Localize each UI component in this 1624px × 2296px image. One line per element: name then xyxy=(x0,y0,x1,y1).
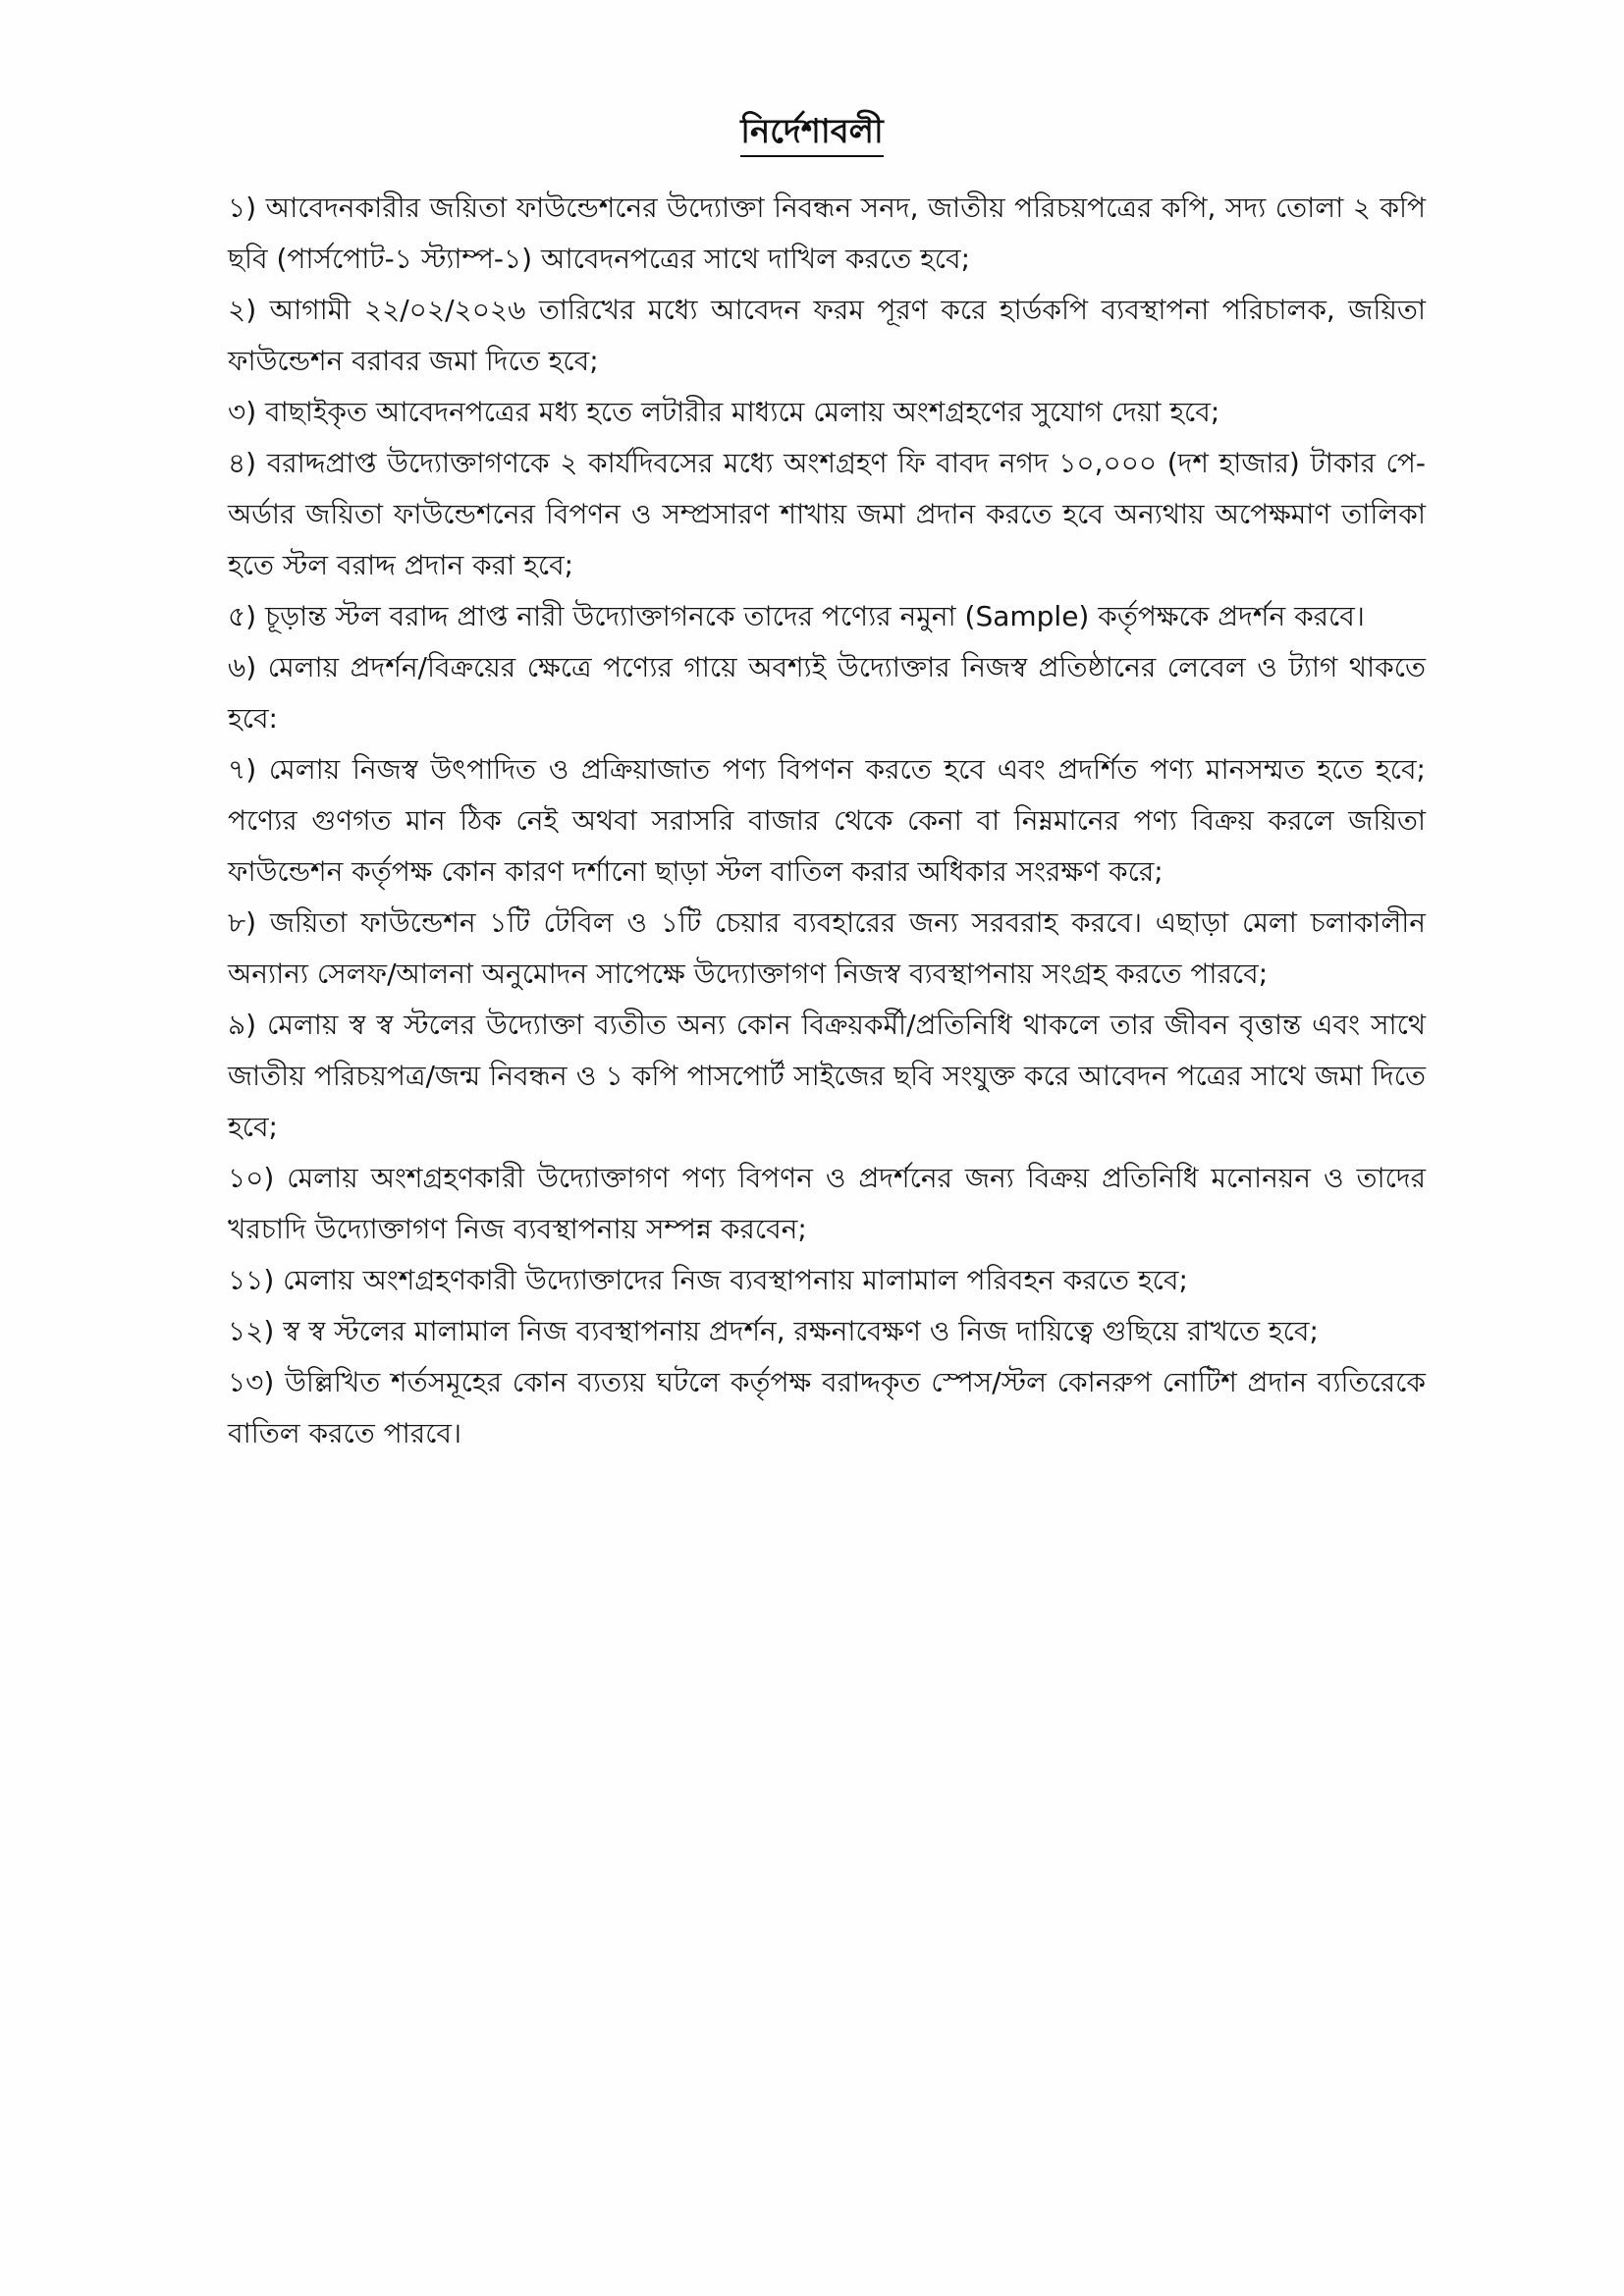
instruction-text: ৩) বাছাইকৃত আবেদনপত্রের মধ্য হতে লটারীর মাধ্যমে মেলায় অংশগ্রহণের সুযোগ দেয়া হবে; xyxy=(228,396,1220,428)
instruction-text: ১৩) উল্লিখিত শর্তসমূহের কোন ব্যত্যয় ঘটলে কর্তৃপক্ষ বরাদ্দকৃত স্পেস/স্টল কোনরুপ নোটিশ প্রদান ব্যতিরেকে বাতিল করতে পারবে। xyxy=(228,1366,1426,1449)
instruction-item-1 xyxy=(228,183,1426,285)
instruction-text: ৬) মেলায় প্রদর্শন/বিক্রয়ের ক্ষেত্রে পণ্যের গায়ে অবশ্যই উদ্যোক্তার নিজস্ব প্রতিষ্ঠানের লেবেল ও ট্যাগ থাকতে হবে: xyxy=(228,651,1426,735)
instruction-item-4 xyxy=(228,438,1426,591)
instruction-text: ১০) মেলায় অংশগ্রহণকারী উদ্যোক্তাগণ পণ্য বিপণন ও প্রদর্শনের জন্য বিক্রয় প্রতিনিধি মনোনয়ন ও তাদের খরচাদি উদ্যোক্তাগণ নিজ ব্যবস্থাপনায় সম্পন্ন করবেন; xyxy=(228,1162,1426,1245)
instruction-item-12 xyxy=(228,1306,1426,1357)
instruction-item-6 xyxy=(228,642,1426,744)
instruction-text: ২) আগামী ২২/০২/২০২৬ তারিখের মধ্যে আবেদন ফরম পূরণ করে হার্ডকপি ব্যবস্থাপনা পরিচালক, জয়িতা ফাউন্ডেশন বরাবর জমা দিতে হবে; xyxy=(228,294,1426,377)
instruction-item-10 xyxy=(228,1153,1426,1255)
instruction-text: ১) আবেদনকারীর জয়িতা ফাউন্ডেশনের উদ্যোক্তা নিবন্ধন সনদ, জাতীয় পরিচয়পত্রের কপি, সদ্য তোলা ২ কপি ছবি (পার্সপোট-১ স্ট্যাম্প-১) আবেদনপত্রের সাথে দাখিল করতে হবে; xyxy=(228,191,1426,275)
instruction-text: ৭) মেলায় নিজস্ব উৎপাদিত ও প্রক্রিয়াজাত পণ্য বিপণন করতে হবে এবং প্রদর্শিত পণ্য মানসম্মত হতে হবে; পণ্যের গুণগত মান ঠিক নেই অথবা সরাসরি বাজার থেকে কেনা বা নিম্নমানের পণ্য বিক্রয় করলে জয়িতা ফাউন্ডেশন কর্তৃপক্ষ কোন কারণ দর্শানো ছাড়া স্টল বাতিল করার অধিকার সংরক্ষণ করে; xyxy=(228,753,1426,888)
instruction-item-11 xyxy=(228,1255,1426,1306)
page-title-text: নির্দেশাবলী xyxy=(740,112,884,157)
instruction-item-9 xyxy=(228,1000,1426,1153)
instruction-list xyxy=(228,183,1426,1459)
instruction-item-7 xyxy=(228,744,1426,898)
instruction-text: ৯) মেলায় স্ব স্ব স্টলের উদ্যোক্তা ব্যতীত অন্য কোন বিক্রয়কর্মী/প্রতিনিধি থাকলে তার জীবন বৃত্তান্ত এবং সাথে জাতীয় পরিচয়পত্র/জন্ম নিবন্ধন ও ১ কপি পাসপোর্ট সাইজের ছবি সংযুক্ত করে আবেদন পত্রের সাথে জমা দিতে হবে; xyxy=(228,1009,1426,1143)
instruction-text: ৪) বরাদ্দপ্রাপ্ত উদ্যোক্তাগণকে ২ কার্যদিবসের মধ্যে অংশগ্রহণ ফি বাবদ নগদ ১০,০০০ (দশ হাজার) টাকার পে-অর্ডার জয়িতা ফাউন্ডেশনের বিপণন ও সম্প্রসারণ শাখায় জমা প্রদান করতে হবে অন্যথায় অপেক্ষমাণ তালিকা হতে স্টল বরাদ্দ প্রদান করা হবে; xyxy=(228,447,1426,581)
instruction-item-8 xyxy=(228,898,1426,1000)
instruction-item-2 xyxy=(228,285,1426,387)
instruction-item-3 xyxy=(228,387,1426,438)
instruction-item-13 xyxy=(228,1357,1426,1459)
instruction-text: ৮) জয়িতা ফাউন্ডেশন ১টি টেবিল ও ১টি চেয়ার ব্যবহারের জন্য সরবরাহ করবে। এছাড়া মেলা চলাকালীন অন্যান্য সেলফ/আলনা অনুমোদন সাপেক্ষে উদ্যোক্তাগণ নিজস্ব ব্যবস্থাপনায় সংগ্রহ করতে পারবে; xyxy=(228,906,1426,990)
instruction-text: ৫) চূড়ান্ত স্টল বরাদ্দ প্রাপ্ত নারী উদ্যোক্তাগনকে তাদের পণ্যের নমুনা (Sample) কর্তৃপক্ষকে প্রদর্শন করবে। xyxy=(228,600,1365,632)
instruction-text: ১২) স্ব স্ব স্টলের মালামাল নিজ ব্যবস্থাপনায় প্রদর্শন, রক্ষনাবেক্ষণ ও নিজ দায়িত্বে গুছিয়ে রাখতে হবে; xyxy=(228,1315,1319,1347)
instruction-item-5 xyxy=(228,591,1426,642)
instruction-text: ১১) মেলায় অংশগ্রহণকারী উদ্যোক্তাদের নিজ ব্যবস্থাপনায় মালামাল পরিবহন করতে হবে; xyxy=(228,1264,1188,1296)
page-title xyxy=(0,106,1624,162)
